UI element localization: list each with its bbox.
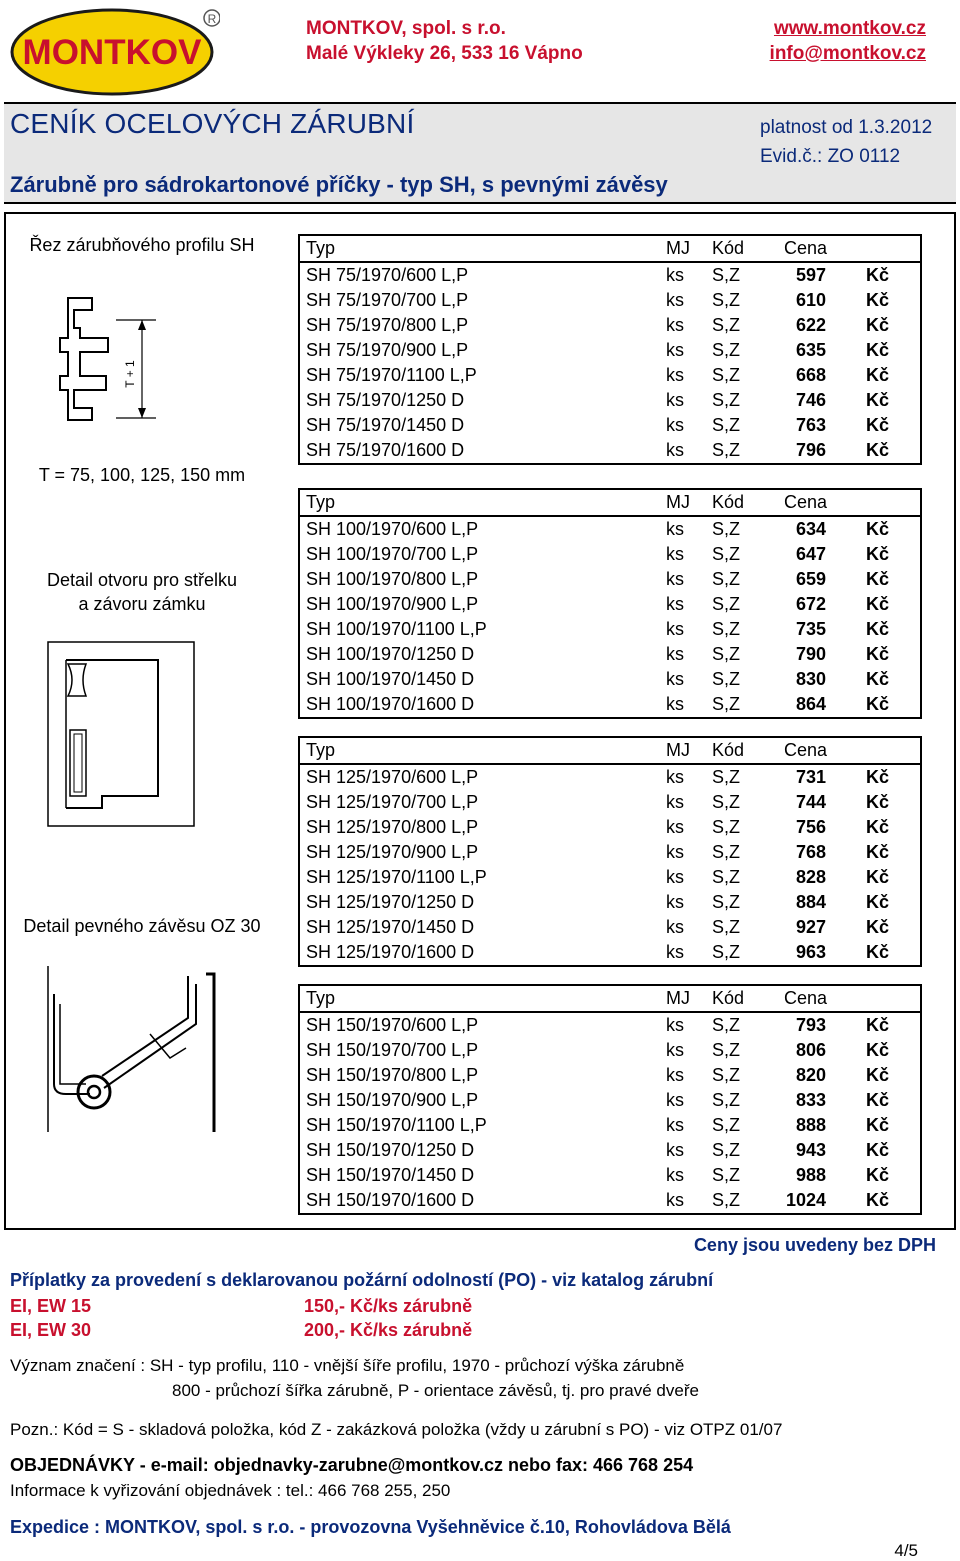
cell-cena: 735 [795,619,826,639]
col-cena-header: Cena [784,238,828,258]
col-kod-header: Kód [712,988,745,1008]
cell-cena: 864 [795,694,826,714]
cell-currency: Kč [866,265,890,285]
col-typ-header: Typ [306,988,336,1008]
table-row [300,617,920,642]
table-row [300,642,920,667]
table-row [300,1063,920,1088]
cell-kod: S,Z [712,1190,741,1210]
table-row [300,940,920,965]
cell-mj: ks [666,594,684,614]
cell-currency: Kč [866,669,890,689]
cell-currency: Kč [866,917,890,937]
col-kod-header: Kód [712,492,745,512]
cell-kod: S,Z [712,1065,741,1085]
cell-kod: S,Z [712,1090,741,1110]
cell-currency: Kč [866,1015,890,1035]
cell-mj: ks [666,1165,684,1185]
cell-kod: S,Z [712,594,741,614]
cell-currency: Kč [866,544,890,564]
cell-currency: Kč [866,842,890,862]
table-row [300,517,920,542]
cell-currency: Kč [866,867,890,887]
cell-currency: Kč [866,440,890,460]
surcharge-price-1: 150,- Kč/ks zárubně [304,1296,473,1316]
cell-typ: SH 125/1970/600 L,P [306,767,479,787]
table-row [300,542,920,567]
cell-mj: ks [666,619,684,639]
cell-mj: ks [666,669,684,689]
table-row [300,667,920,692]
cell-typ: SH 75/1970/1450 D [306,415,465,435]
cell-kod: S,Z [712,315,741,335]
cell-kod: S,Z [712,817,741,837]
cell-mj: ks [666,644,684,664]
cell-currency: Kč [866,569,890,589]
cell-cena: 672 [795,594,826,614]
table-row [300,413,920,438]
cell-currency: Kč [866,519,890,539]
expedition-address: Expedice : MONTKOV, spol. s r.o. - provozovna Vyšehněvice č.10, Rohovládova Bělá [10,1517,731,1537]
company-logo [8,4,220,96]
cell-currency: Kč [866,415,890,435]
cell-cena: 635 [795,340,826,360]
cell-typ: SH 125/1970/800 L,P [306,817,479,837]
cell-kod: S,Z [712,1115,741,1135]
cell-kod: S,Z [712,265,741,285]
hinge-detail-drawing [46,964,276,1139]
cell-currency: Kč [866,1190,890,1210]
cell-typ: SH 150/1970/1250 D [306,1140,475,1160]
table-row [300,288,920,313]
cell-mj: ks [666,1040,684,1060]
table-header [300,490,920,517]
cell-kod: S,Z [712,644,741,664]
table-row [300,438,920,463]
table-row [300,790,920,815]
cell-mj: ks [666,290,684,310]
cell-typ: SH 75/1970/900 L,P [306,340,469,360]
price-table [298,488,922,719]
col-kod-header: Kód [712,740,745,760]
col-typ-header: Typ [306,740,336,760]
detail-hole-caption-line2: a závoru zámku [78,594,206,614]
cell-kod: S,Z [712,519,741,539]
cell-kod: S,Z [712,842,741,862]
cell-cena: 793 [795,1015,826,1035]
cell-kod: S,Z [712,415,741,435]
table-row [300,1113,920,1138]
cell-kod: S,Z [712,390,741,410]
cell-cena: 988 [795,1165,826,1185]
table-row [300,1138,920,1163]
detail-hinge-caption: Detail pevného závěsu OZ 30 [23,916,261,936]
company-address: Malé Výkleky 26, 533 16 Vápno [306,43,583,64]
detail-hole-caption-line1: Detail otvoru pro střelku [46,570,238,590]
cell-currency: Kč [866,694,890,714]
cell-currency: Kč [866,290,890,310]
col-mj-header: MJ [666,492,690,512]
strike-hole-detail-drawing [46,640,196,833]
table-row [300,388,920,413]
cell-currency: Kč [866,644,890,664]
cell-mj: ks [666,942,684,962]
table-header [300,236,920,263]
col-cena-header: Cena [784,988,828,1008]
cell-typ: SH 100/1970/700 L,P [306,544,479,564]
cell-cena: 884 [795,892,826,912]
cell-typ: SH 125/1970/1250 D [306,892,475,912]
table-row [300,338,920,363]
cell-mj: ks [666,1090,684,1110]
cell-typ: SH 150/1970/600 L,P [306,1015,479,1035]
cell-typ: SH 75/1970/1250 D [306,390,465,410]
table-row [300,1188,920,1213]
vat-note: Ceny jsou uvedeny bez DPH [693,1235,936,1255]
cell-mj: ks [666,842,684,862]
table-row [300,840,920,865]
cell-mj: ks [666,265,684,285]
cell-kod: S,Z [712,1040,741,1060]
cell-currency: Kč [866,817,890,837]
cell-kod: S,Z [712,892,741,912]
cell-cena: 888 [795,1115,826,1135]
table-row [300,865,920,890]
cell-currency: Kč [866,1065,890,1085]
cell-currency: Kč [866,594,890,614]
cell-mj: ks [666,1115,684,1135]
cell-kod: S,Z [712,440,741,460]
col-typ-header: Typ [306,238,336,258]
cell-cena: 610 [795,290,826,310]
cell-mj: ks [666,817,684,837]
cell-mj: ks [666,1015,684,1035]
meaning-line-1: Význam značení : SH - typ profilu, 110 - vnější šíře profilu, 1970 - průchozí výška zárubně [10,1356,685,1375]
cell-mj: ks [666,340,684,360]
cell-currency: Kč [866,1140,890,1160]
logo-text: MONTKOV [22,33,202,72]
cell-mj: ks [666,1190,684,1210]
cell-mj: ks [666,767,684,787]
cell-cena: 820 [795,1065,826,1085]
table-header [300,738,920,765]
cell-cena: 943 [795,1140,826,1160]
cell-cena: 927 [795,917,826,937]
cell-currency: Kč [866,767,890,787]
cell-cena: 963 [795,942,826,962]
dimension-label: T + 1 [123,360,137,388]
table-row [300,363,920,388]
website-link[interactable]: www.montkov.cz [773,18,926,39]
cell-mj: ks [666,315,684,335]
cell-mj: ks [666,569,684,589]
table-header [300,986,920,1013]
cell-mj: ks [666,917,684,937]
cell-typ: SH 125/1970/1450 D [306,917,475,937]
surcharge-class-1: EI, EW 15 [10,1296,92,1316]
table-row [300,815,920,840]
cell-currency: Kč [866,1115,890,1135]
price-table [298,234,922,465]
price-table [298,984,922,1215]
cell-cena: 634 [795,519,826,539]
cell-mj: ks [666,792,684,812]
cell-currency: Kč [866,942,890,962]
cell-typ: SH 125/1970/700 L,P [306,792,479,812]
table-row [300,1013,920,1038]
cell-mj: ks [666,694,684,714]
cell-currency: Kč [866,365,890,385]
cell-cena: 768 [795,842,826,862]
cell-cena: 833 [795,1090,826,1110]
col-mj-header: MJ [666,740,690,760]
cell-currency: Kč [866,1040,890,1060]
cell-mj: ks [666,1065,684,1085]
table-row [300,692,920,717]
col-mj-header: MJ [666,238,690,258]
cell-cena: 830 [795,669,826,689]
cell-typ: SH 125/1970/1600 D [306,942,475,962]
cell-mj: ks [666,415,684,435]
cell-currency: Kč [866,340,890,360]
cell-kod: S,Z [712,340,741,360]
cell-mj: ks [666,1140,684,1160]
cell-typ: SH 150/1970/700 L,P [306,1040,479,1060]
cell-typ: SH 150/1970/1100 L,P [306,1115,487,1135]
cell-kod: S,Z [712,792,741,812]
cell-kod: S,Z [712,544,741,564]
table-row [300,765,920,790]
price-table [298,736,922,967]
cell-mj: ks [666,519,684,539]
cell-cena: 647 [795,544,826,564]
cell-cena: 731 [795,767,826,787]
email-link[interactable]: info@montkov.cz [769,43,926,64]
cell-typ: SH 125/1970/1100 L,P [306,867,487,887]
cell-cena: 756 [795,817,826,837]
col-mj-header: MJ [666,988,690,1008]
cell-cena: 622 [795,315,826,335]
table-row [300,592,920,617]
cell-typ: SH 75/1970/1100 L,P [306,365,477,385]
table-row [300,890,920,915]
surcharge-title: Příplatky za provedení s deklarovanou požární odolností (PO) - viz katalog zárubní [10,1270,714,1290]
cell-mj: ks [666,544,684,564]
table-row [300,263,920,288]
cell-kod: S,Z [712,867,741,887]
cell-cena: 746 [795,390,826,410]
code-note: Pozn.: Kód = S - skladová položka, kód Z - zakázková položka (vždy u zárubní s PO) - viz OTPZ 01/07 [10,1420,783,1439]
cell-currency: Kč [866,315,890,335]
meaning-line-2: 800 - průchozí šířka zárubně, P - orientace závěsů, tj. pro pravé dveře [172,1381,699,1400]
cell-typ: SH 100/1970/800 L,P [306,569,479,589]
evidence-number: Evid.č.: ZO 0112 [760,146,901,167]
cell-kod: S,Z [712,669,741,689]
profile-cross-section-drawing [46,290,166,435]
cell-kod: S,Z [712,1140,741,1160]
cell-cena: 659 [795,569,826,589]
table-row [300,1163,920,1188]
cell-typ: SH 100/1970/900 L,P [306,594,479,614]
col-typ-header: Typ [306,492,336,512]
cell-currency: Kč [866,390,890,410]
cell-typ: SH 150/1970/900 L,P [306,1090,479,1110]
cell-typ: SH 100/1970/1100 L,P [306,619,487,639]
cell-kod: S,Z [712,1165,741,1185]
cell-cena: 1024 [785,1190,826,1210]
orders-contact: OBJEDNÁVKY - e-mail: objednavky-zarubne@montkov.cz nebo fax: 466 768 254 [10,1455,694,1475]
cell-cena: 763 [795,415,826,435]
cell-typ: SH 75/1970/600 L,P [306,265,469,285]
cell-mj: ks [666,390,684,410]
cell-kod: S,Z [712,569,741,589]
cell-typ: SH 100/1970/600 L,P [306,519,479,539]
cell-kod: S,Z [712,767,741,787]
cell-typ: SH 75/1970/1600 D [306,440,465,460]
page-number: 4/5 [894,1541,918,1560]
orders-info: Informace k vyřizování objednávek : tel.: 466 768 255, 250 [10,1481,451,1500]
cell-kod: S,Z [712,365,741,385]
registered-mark: R [207,12,217,26]
cell-kod: S,Z [712,694,741,714]
cell-cena: 796 [795,440,826,460]
cell-cena: 790 [795,644,826,664]
cell-currency: Kč [866,1165,890,1185]
col-cena-header: Cena [784,740,828,760]
cell-cena: 806 [795,1040,826,1060]
table-row [300,1038,920,1063]
cell-typ: SH 150/1970/800 L,P [306,1065,479,1085]
cell-mj: ks [666,365,684,385]
cell-typ: SH 125/1970/900 L,P [306,842,479,862]
cell-mj: ks [666,867,684,887]
cell-kod: S,Z [712,1015,741,1035]
cell-typ: SH 100/1970/1250 D [306,644,475,664]
page-subtitle: Zárubně pro sádrokartonové příčky - typ SH, s pevnými závěsy [10,172,668,197]
cell-mj: ks [666,440,684,460]
cell-kod: S,Z [712,290,741,310]
cell-cena: 744 [795,792,826,812]
company-name: MONTKOV, spol. s r.o. [306,18,506,39]
cell-cena: 668 [795,365,826,385]
col-kod-header: Kód [712,238,745,258]
cell-typ: SH 100/1970/1450 D [306,669,475,689]
cell-currency: Kč [866,1090,890,1110]
t-values: T = 75, 100, 125, 150 mm [38,465,246,485]
cell-currency: Kč [866,619,890,639]
table-row [300,567,920,592]
surcharge-class-2: EI, EW 30 [10,1320,92,1340]
table-row [300,313,920,338]
page-title: CENÍK OCELOVÝCH ZÁRUBNÍ [10,108,415,139]
cell-mj: ks [666,892,684,912]
cell-kod: S,Z [712,942,741,962]
cell-currency: Kč [866,892,890,912]
cell-cena: 828 [795,867,826,887]
cell-typ: SH 100/1970/1600 D [306,694,475,714]
surcharge-price-2: 200,- Kč/ks zárubně [304,1320,473,1340]
cell-typ: SH 75/1970/700 L,P [306,290,469,310]
cell-cena: 597 [795,265,826,285]
cell-kod: S,Z [712,917,741,937]
profile-caption: Řez zárubňového profilu SH [29,235,255,255]
cell-typ: SH 75/1970/800 L,P [306,315,469,335]
cell-kod: S,Z [712,619,741,639]
table-row [300,915,920,940]
col-cena-header: Cena [784,492,828,512]
validity-date: platnost od 1.3.2012 [760,117,933,138]
table-row [300,1088,920,1113]
cell-currency: Kč [866,792,890,812]
cell-typ: SH 150/1970/1450 D [306,1165,475,1185]
cell-typ: SH 150/1970/1600 D [306,1190,475,1210]
